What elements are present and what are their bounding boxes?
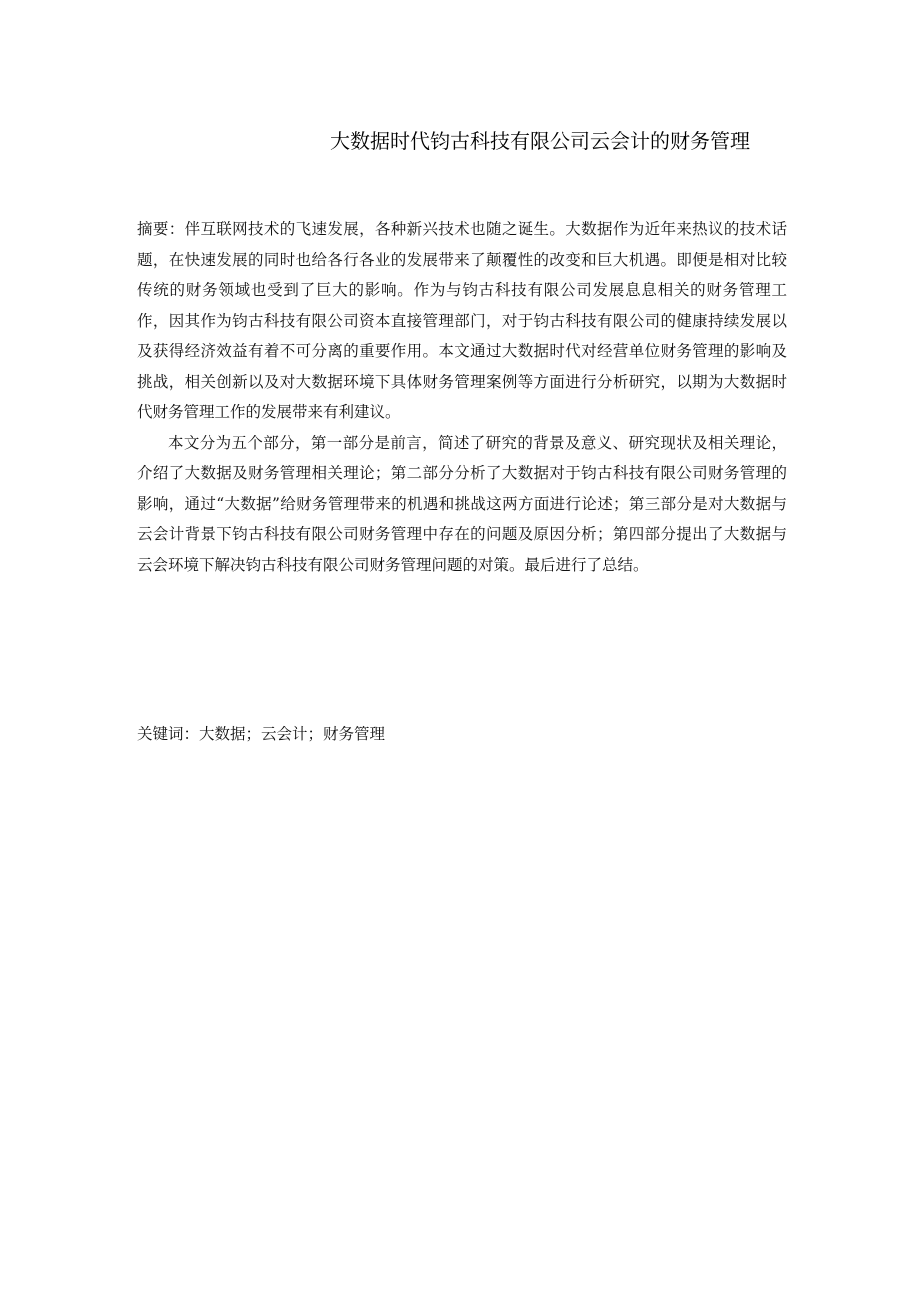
abstract-paragraph-structure: 本文分为五个部分，第一部分是前言，简述了研究的背景及意义、研究现状及相关理论，介绍了大数据及财务管理相关理论；第二部分分析了大数据对于钧古科技有限公司财务管理的影响，通过“大数据”给财务管理带来的机遇和挑战这两方面进行论述；第三部分是对大数据与云会计背景下钧古科技有限公司财务管理中存在的问题及原因分析；第四部分提出了大数据与云会环境下解决钧古科技有限公司财务管理问题的对策。最后进行了总结。 <box>137 433 787 574</box>
abstract-section <box>137 214 787 580</box>
keywords-line: 关键词：大数据；云会计；财务管理 <box>137 725 386 743</box>
abstract-paragraph: 摘要：伴互联网技术的飞速发展，各种新兴技术也随之诞生。大数据作为近年来热议的技术话题，在快速发展的同时也给各行各业的发展带来了颠覆性的改变和巨大机遇。即便是相对比较传统的财务领域也受到了巨大的影响。作为与钧古科技有限公司发展息息相关的财务管理工作，因其作为钧古科技有限公司资本直接管理部门，对于钧古科技有限公司的健康持续发展以及获得经济效益有着不可分离的重要作用。本文通过大数据时代对经营单位财务管理的影响及挑战，相关创新以及对大数据环境下具体财务管理案例等方面进行分析研究，以期为大数据时代财务管理工作的发展带来有利建议。 <box>137 220 787 421</box>
document-title: 大数据时代钧古科技有限公司云会计的财务管理 <box>330 129 750 153</box>
